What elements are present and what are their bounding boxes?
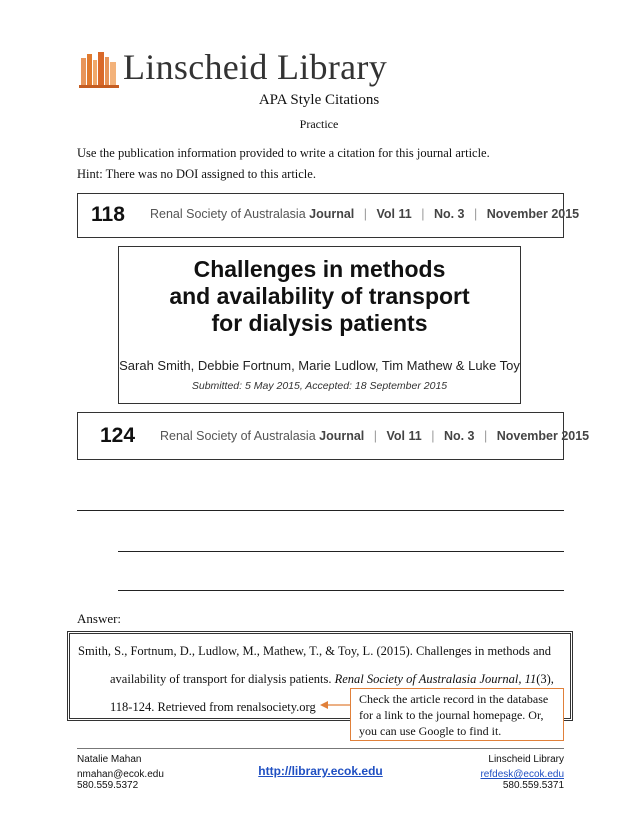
journal-header-first-page	[77, 193, 580, 238]
citation-issue: (3),	[536, 672, 554, 686]
article-title-line: and availability of transport	[169, 283, 470, 309]
citation-article-title: availability of transport for dialysis patients.	[110, 672, 335, 686]
journal-info	[150, 207, 579, 221]
article-title	[119, 256, 520, 337]
page-title: APA Style Citations	[258, 92, 380, 108]
blank-line	[118, 551, 564, 552]
library-books-icon	[79, 48, 119, 88]
page-subtitle: Practice	[299, 117, 339, 131]
separator: |	[483, 429, 488, 443]
citation-line	[110, 672, 554, 687]
blank-line	[77, 510, 564, 511]
callout-note: Check the article record in the database for a link to the journal homepage. Or, you can use Google to find it.	[350, 688, 564, 741]
logo-text: Linscheid Library	[123, 47, 388, 87]
separator: |	[473, 207, 478, 221]
footer-library-phone: 580.559.5371	[502, 780, 564, 791]
first-page-number: 118	[91, 203, 125, 226]
separator: |	[421, 207, 425, 221]
article-title-box	[118, 246, 521, 404]
journal-word: Journal	[309, 207, 355, 221]
citation-line: 118-124. Retrieved from renalsociety.org	[110, 700, 316, 714]
volume: Vol 11	[376, 207, 412, 221]
article-authors: Sarah Smith, Debbie Fortnum, Marie Ludlow, Tim Mathew & Luke Toy	[119, 358, 520, 373]
footer-phone: 580.559.5372	[77, 780, 139, 791]
citation-line: Smith, S., Fortnum, D., Ludlow, M., Mathew, T., & Toy, L. (2015). Challenges in methods and	[78, 644, 552, 658]
footer-email: nmahan@ecok.edu	[77, 769, 164, 780]
library-website-link[interactable]: http://library.ecok.edu	[258, 764, 383, 778]
last-page-number: 124	[100, 424, 136, 447]
volume: Vol 11	[386, 429, 422, 443]
issue: No. 3	[433, 207, 465, 221]
instruction-text: Use the publication information provided to write a citation for this journal article.	[77, 146, 490, 160]
issue-date: November 2015	[496, 429, 590, 443]
answer-label: Answer:	[77, 611, 122, 626]
article-dates: Submitted: 5 May 2015, Accepted: 18 September 2015	[191, 380, 448, 392]
hint-text: Hint: There was no DOI assigned to this article.	[77, 167, 316, 181]
journal-info	[160, 429, 589, 443]
journal-name: Renal Society of Australasia	[160, 429, 316, 443]
refdesk-email-link[interactable]: refdesk@ecok.edu	[480, 769, 564, 780]
separator: |	[363, 207, 368, 221]
separator: |	[431, 429, 435, 443]
issue-date: November 2015	[486, 207, 580, 221]
separator: |	[373, 429, 378, 443]
journal-name: Renal Society of Australasia	[150, 207, 306, 221]
issue: No. 3	[443, 429, 475, 443]
article-title-line: for dialysis patients	[211, 310, 428, 336]
footer-name: Natalie Mahan	[77, 754, 142, 765]
footer-library: Linscheid Library	[488, 754, 564, 765]
page-footer	[77, 748, 564, 791]
article-title-line: Challenges in methods	[193, 256, 446, 282]
citation-journal: Renal Society of Australasia Journal, 11	[334, 672, 537, 686]
journal-header-last-page	[77, 412, 590, 460]
callout-arrow-icon	[320, 700, 352, 710]
journal-word: Journal	[319, 429, 365, 443]
library-logo	[79, 44, 389, 92]
blank-line	[118, 590, 564, 591]
